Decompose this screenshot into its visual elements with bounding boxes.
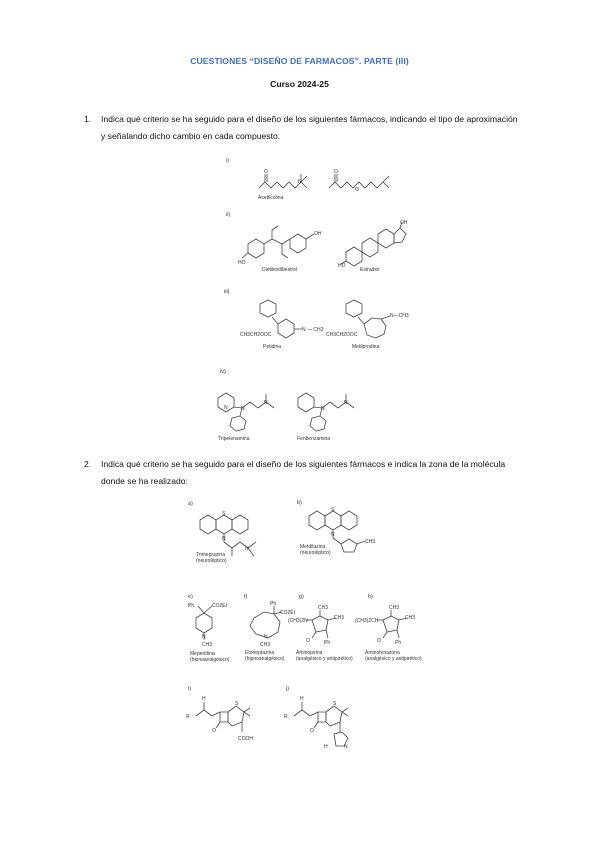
- meperidine-structure: [186, 602, 242, 648]
- svg-text:CH3: CH3: [334, 615, 345, 621]
- svg-text:N: N: [344, 400, 348, 406]
- q2-item-e-tag: e): [188, 594, 193, 600]
- svg-text:CO2Et: CO2Et: [212, 603, 228, 609]
- svg-text:N—CH3: N—CH3: [390, 313, 409, 319]
- svg-text:S: S: [331, 507, 335, 513]
- svg-text:N: N: [298, 179, 302, 185]
- question-1: [84, 111, 524, 145]
- q2-label-etoheptazina: Etoheptazina: [245, 650, 275, 656]
- svg-text:OH: OH: [314, 231, 322, 237]
- svg-text:HO: HO: [338, 263, 346, 269]
- acetylcholine-structure: [255, 168, 325, 194]
- svg-text:O: O: [264, 169, 268, 175]
- q1-label-estradiol: Estradiol: [360, 267, 380, 273]
- q1-item-iii-tag: iii): [224, 289, 230, 295]
- q1-item-iv-tag: iv): [220, 369, 226, 375]
- pethidine-structure: [240, 300, 328, 342]
- q2-item-a-tag: a): [188, 501, 193, 507]
- svg-text:O: O: [377, 638, 381, 644]
- svg-text:N: N: [245, 546, 249, 552]
- q2-label-aminofenazona: Aminofenazona: [365, 650, 400, 656]
- svg-text:N: N: [202, 634, 206, 640]
- svg-text:CH3: CH3: [365, 539, 376, 545]
- q2-note-meperidina: (hipnoanalgésico): [190, 657, 230, 663]
- svg-text:Ph: Ph: [188, 603, 195, 609]
- q1-item-ii-tag: ii): [226, 212, 231, 218]
- document-title: CUESTIONES “DISEÑO DE FARMACOS”. PARTE (III): [190, 56, 409, 66]
- svg-text:CH3: CH3: [389, 605, 400, 611]
- q1-label-metilprodina: Metilprodina: [352, 344, 380, 350]
- svg-text:CH3CH2OOC: CH3CH2OOC: [326, 332, 358, 338]
- svg-text:N: N: [344, 744, 348, 750]
- svg-text:CH3: CH3: [202, 642, 213, 648]
- svg-text:R: R: [186, 714, 190, 720]
- svg-text:Ph: Ph: [270, 601, 277, 607]
- svg-text:O: O: [306, 638, 310, 644]
- penicillin-acid-structure: [186, 694, 266, 748]
- q2-note-aminofenazona: (analgésico y antipirético): [365, 656, 422, 662]
- q2-note-metdilazina: (neuroléptico): [300, 550, 331, 556]
- acetylcholine-analog-structure: [325, 168, 405, 194]
- svg-text:CO2Et: CO2Et: [280, 610, 296, 616]
- q2-note-aminopirina: (analgésico y antipirético): [296, 656, 353, 662]
- ethoheptazine-structure: [244, 600, 294, 648]
- svg-text:COOH: COOH: [238, 736, 253, 742]
- q1-label-fenbenzamina: Fenbenzamina: [297, 436, 331, 442]
- q2-item-i-tag: i): [188, 686, 192, 692]
- svg-text:H: H: [324, 744, 328, 750]
- q2-item-b-tag: b): [297, 500, 302, 506]
- aminophenazone-structure: [355, 604, 421, 650]
- svg-text:N: N: [331, 532, 335, 538]
- question-2-number: 2.: [84, 459, 92, 469]
- methylprodine-structure: [326, 300, 412, 342]
- svg-text:S: S: [222, 511, 226, 517]
- diethylstilbestrol-structure: [238, 224, 328, 266]
- svg-text:O: O: [334, 169, 338, 175]
- q2-label-aminopirina: Aminopirina: [296, 650, 323, 656]
- question-2: [84, 456, 524, 490]
- svg-text:OH: OH: [400, 220, 408, 226]
- svg-text:(CH3)2CH: (CH3)2CH: [355, 618, 379, 624]
- svg-text:H: H: [202, 696, 206, 702]
- question-1-text: Indica qué criterio se ha seguido para el diseño de los siguientes fármacos, indicando el tipo de aproximación y señalando dicho cambio en cada compuesto.: [101, 114, 518, 141]
- q1-item-i-tag: i): [226, 158, 230, 164]
- svg-text:N: N: [264, 634, 268, 640]
- svg-text:S: S: [235, 701, 239, 707]
- q2-label-metdilazina: Metdilazina: [300, 544, 326, 550]
- svg-text:S: S: [333, 701, 337, 707]
- penicillin-tetrazole-structure: [284, 694, 374, 764]
- q2-item-g-tag: g): [299, 594, 304, 600]
- svg-text:CH3: CH3: [260, 642, 271, 648]
- svg-text:N: N: [224, 405, 228, 411]
- phenbenzamine-structure: [290, 388, 366, 432]
- tripelennamine-structure: [210, 388, 286, 432]
- q2-item-h-tag: h): [368, 594, 373, 600]
- course-subtitle: Curso 2024-25: [270, 79, 329, 89]
- svg-text:N: N: [264, 400, 268, 406]
- q2-note-etoheptazina: (hipnoanalgésico): [245, 656, 285, 662]
- question-1-number: 1.: [84, 114, 92, 124]
- svg-text:H: H: [300, 696, 304, 702]
- q2-item-j-tag: j): [286, 686, 290, 692]
- q1-label-acetilcolina: Acetilcolina: [258, 195, 284, 201]
- svg-text:(CH3)2N: (CH3)2N: [288, 618, 308, 624]
- svg-text:N: N: [321, 406, 325, 412]
- q2-item-f-tag: f): [244, 594, 248, 600]
- svg-text:CH3CH2OOC: CH3CH2OOC: [240, 332, 272, 338]
- question-2-text: Indica qué criterio se ha seguido para el diseño de los siguientes fármacos e indica la zona de la molécula donde se ha realizado:: [101, 459, 506, 486]
- q2-label-trimeprazina: Trimeprazina: [196, 552, 225, 558]
- svg-text:O: O: [355, 187, 359, 193]
- q1-label-tripelenamina: Tripelenamina: [218, 436, 250, 442]
- q2-label-meperidina: Meperidina: [190, 651, 215, 657]
- svg-text:O: O: [310, 728, 314, 734]
- svg-text:O: O: [212, 728, 216, 734]
- svg-text:HO: HO: [238, 260, 246, 266]
- q1-label-dietilestilbestrol: Dietilestilbestrol: [262, 267, 298, 273]
- svg-text:Ph: Ph: [395, 640, 402, 646]
- q1-label-petidina: Petidina: [263, 344, 282, 350]
- svg-text:CH3: CH3: [318, 605, 329, 611]
- svg-text:R: R: [284, 714, 288, 720]
- aminopyrine-structure: [288, 604, 350, 650]
- svg-text:Ph: Ph: [324, 640, 331, 646]
- svg-text:N: N: [222, 536, 226, 542]
- svg-text:N: N: [241, 406, 245, 412]
- q2-note-trimeprazina: (neuroléptico): [196, 558, 227, 564]
- svg-text:N — CH3: N — CH3: [302, 327, 324, 333]
- svg-text:CH3: CH3: [405, 615, 416, 621]
- estradiol-structure: [338, 220, 410, 268]
